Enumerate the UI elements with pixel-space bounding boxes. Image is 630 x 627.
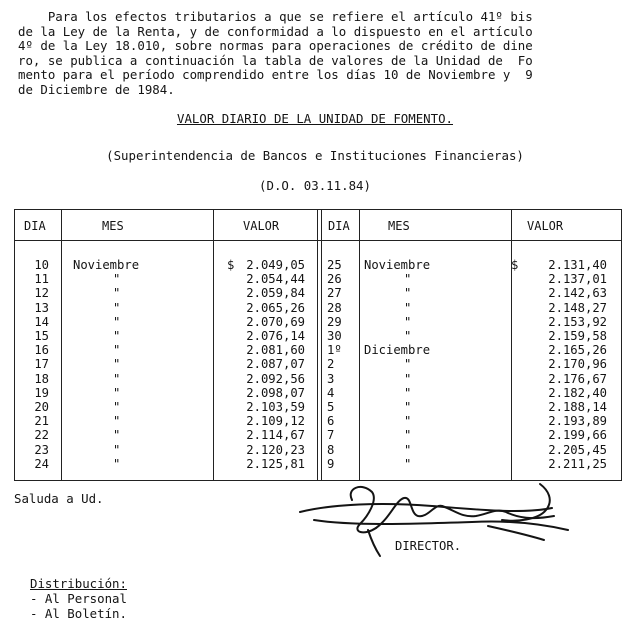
intro-line: de Diciembre de 1984.	[18, 81, 175, 97]
header-dia: DIA	[24, 219, 46, 233]
header-mes: MES	[388, 219, 410, 233]
table-row	[15, 329, 621, 343]
title-wrap	[0, 111, 630, 126]
cell-dia: 25	[327, 258, 342, 272]
header-divider	[15, 240, 621, 241]
table-row	[15, 443, 621, 457]
cell-valor: 2.076,14	[246, 329, 305, 343]
cell-valor: 2.054,44	[246, 272, 305, 287]
cell-valor: 2.188,14	[548, 400, 607, 414]
cell-mes: Noviembre	[73, 258, 140, 272]
cell-dia: 11	[34, 272, 49, 287]
cell-dia: 9	[327, 456, 335, 471]
cell-mes: "	[113, 414, 121, 429]
intro-paragraph	[18, 10, 533, 98]
cell-dia: 19	[34, 385, 49, 400]
cell-dia: 13	[34, 300, 49, 315]
cell-dia: 29	[327, 314, 342, 329]
cell-dia: 20	[34, 400, 49, 414]
cell-valor: 2.142,63	[548, 286, 607, 301]
subtitle: (Superintendencia de Bancos e Instituciones Financieras)	[106, 148, 524, 163]
table-row	[15, 343, 621, 357]
header-valor: VALOR	[527, 219, 564, 233]
cell-mes: "	[113, 442, 121, 457]
cell-mes: Noviembre	[364, 258, 431, 272]
cell-mes: "	[404, 414, 412, 429]
table-row	[15, 258, 621, 272]
distribution-item: - Al Boletín.	[30, 606, 127, 621]
cell-mes: "	[404, 442, 412, 457]
table-row	[15, 428, 621, 442]
cell-valor: 2.049,05	[246, 258, 305, 272]
cell-currency: $	[511, 258, 519, 272]
cell-valor: 2.170,96	[548, 357, 607, 372]
table-row	[15, 457, 621, 471]
cell-dia: 24	[34, 456, 49, 471]
reference: (D.O. 03.11.84)	[259, 178, 371, 193]
header-mes: MES	[102, 219, 124, 233]
cell-dia: 16	[34, 343, 49, 358]
cell-currency: $	[227, 258, 235, 272]
table-row	[15, 315, 621, 329]
cell-valor: 2.059,84	[246, 286, 305, 301]
cell-mes: "	[113, 456, 121, 471]
cell-valor: 2.092,56	[246, 371, 305, 386]
cell-mes: "	[113, 314, 121, 329]
cell-dia: 22	[34, 428, 49, 443]
cell-valor: 2.131,40	[548, 258, 607, 272]
header-dia: DIA	[328, 219, 350, 233]
cell-dia: 27	[327, 286, 342, 301]
cell-valor: 2.114,67	[246, 428, 305, 443]
cell-valor: 2.205,45	[548, 442, 607, 457]
cell-mes: "	[113, 272, 121, 287]
intro-line: Para los efectos tributarios a que se refiere el artículo 41º bis	[18, 9, 533, 24]
cell-mes: "	[404, 329, 412, 343]
table-row	[15, 301, 621, 315]
closing: Saluda a Ud.	[14, 491, 104, 506]
cell-mes: "	[113, 357, 121, 372]
cell-mes: "	[404, 385, 412, 400]
intro-line: de la Ley de la Renta, y de conformidad a lo dispuesto en el artículo	[18, 23, 533, 39]
cell-valor: 2.176,67	[548, 371, 607, 386]
cell-dia: 15	[34, 329, 49, 343]
cell-valor: 2.211,25	[548, 456, 607, 471]
cell-dia: 3	[327, 371, 335, 386]
cell-valor: 2.065,26	[246, 300, 305, 315]
cell-dia: 10	[34, 258, 49, 272]
cell-valor: 2.159,58	[548, 329, 607, 343]
cell-dia: 21	[34, 414, 49, 429]
cell-dia: 26	[327, 272, 342, 287]
cell-valor: 2.165,26	[548, 343, 607, 358]
uf-values-table	[14, 209, 622, 481]
cell-mes: "	[404, 286, 412, 301]
cell-mes: "	[113, 371, 121, 386]
distribution-heading: Distribución:	[30, 576, 127, 591]
table-row	[15, 400, 621, 414]
cell-dia: 6	[327, 414, 335, 429]
cell-valor: 2.182,40	[548, 385, 607, 400]
cell-valor: 2.137,01	[548, 272, 607, 287]
cell-valor: 2.125,81	[246, 456, 305, 471]
cell-valor: 2.148,27	[548, 300, 607, 315]
cell-mes: "	[113, 385, 121, 400]
cell-valor: 2.199,66	[548, 428, 607, 443]
cell-valor: 2.070,69	[246, 314, 305, 329]
cell-mes: "	[113, 300, 121, 315]
cell-dia: 14	[34, 314, 49, 329]
cell-dia: 2	[327, 357, 335, 372]
distribution-item: - Al Personal	[30, 591, 127, 606]
table-row	[15, 386, 621, 400]
cell-mes: "	[113, 343, 121, 358]
cell-dia: 23	[34, 442, 49, 457]
intro-line: 4º de la Ley 18.010, sobre normas para operaciones de crédito de dine	[18, 38, 533, 54]
cell-mes: "	[404, 272, 412, 287]
cell-dia: 5	[327, 400, 335, 414]
cell-dia: 1º	[327, 343, 342, 358]
cell-mes: "	[113, 329, 121, 343]
cell-mes: "	[404, 314, 412, 329]
table-row	[15, 286, 621, 300]
cell-dia: 12	[34, 286, 49, 301]
cell-mes: "	[404, 371, 412, 386]
cell-valor: 2.193,89	[548, 414, 607, 429]
table-row	[15, 414, 621, 428]
header-valor: VALOR	[243, 219, 280, 233]
document-title: VALOR DIARIO DE LA UNIDAD DE FOMENTO.	[176, 111, 453, 126]
cell-mes: "	[404, 300, 412, 315]
cell-mes: "	[404, 400, 412, 414]
cell-valor: 2.081,60	[246, 343, 305, 358]
cell-dia: 30	[327, 329, 342, 343]
cell-valor: 2.120,23	[246, 442, 305, 457]
cell-valor: 2.109,12	[246, 414, 305, 429]
cell-dia: 7	[327, 428, 335, 443]
cell-mes: "	[404, 357, 412, 372]
cell-dia: 4	[327, 385, 335, 400]
cell-mes: "	[404, 428, 412, 443]
cell-mes: "	[113, 428, 121, 443]
cell-valor: 2.087,07	[246, 357, 305, 372]
table-row	[15, 272, 621, 286]
table-row	[15, 357, 621, 371]
cell-dia: 18	[34, 371, 49, 386]
cell-mes: Diciembre	[364, 343, 431, 358]
intro-line: mento para el período comprendido entre los días 10 de Noviembre y 9	[18, 67, 533, 83]
signature-title: DIRECTOR.	[395, 539, 462, 553]
table-row	[15, 372, 621, 386]
intro-line: ro, se publica a continuación la tabla de valores de la Unidad de Fo	[18, 52, 533, 68]
cell-valor: 2.098,07	[246, 385, 305, 400]
cell-valor: 2.103,59	[246, 400, 305, 414]
cell-dia: 28	[327, 300, 342, 315]
cell-dia: 8	[327, 442, 335, 457]
cell-valor: 2.153,92	[548, 314, 607, 329]
cell-dia: 17	[34, 357, 49, 372]
cell-mes: "	[113, 286, 121, 301]
cell-mes: "	[404, 456, 412, 471]
cell-mes: "	[113, 400, 121, 414]
